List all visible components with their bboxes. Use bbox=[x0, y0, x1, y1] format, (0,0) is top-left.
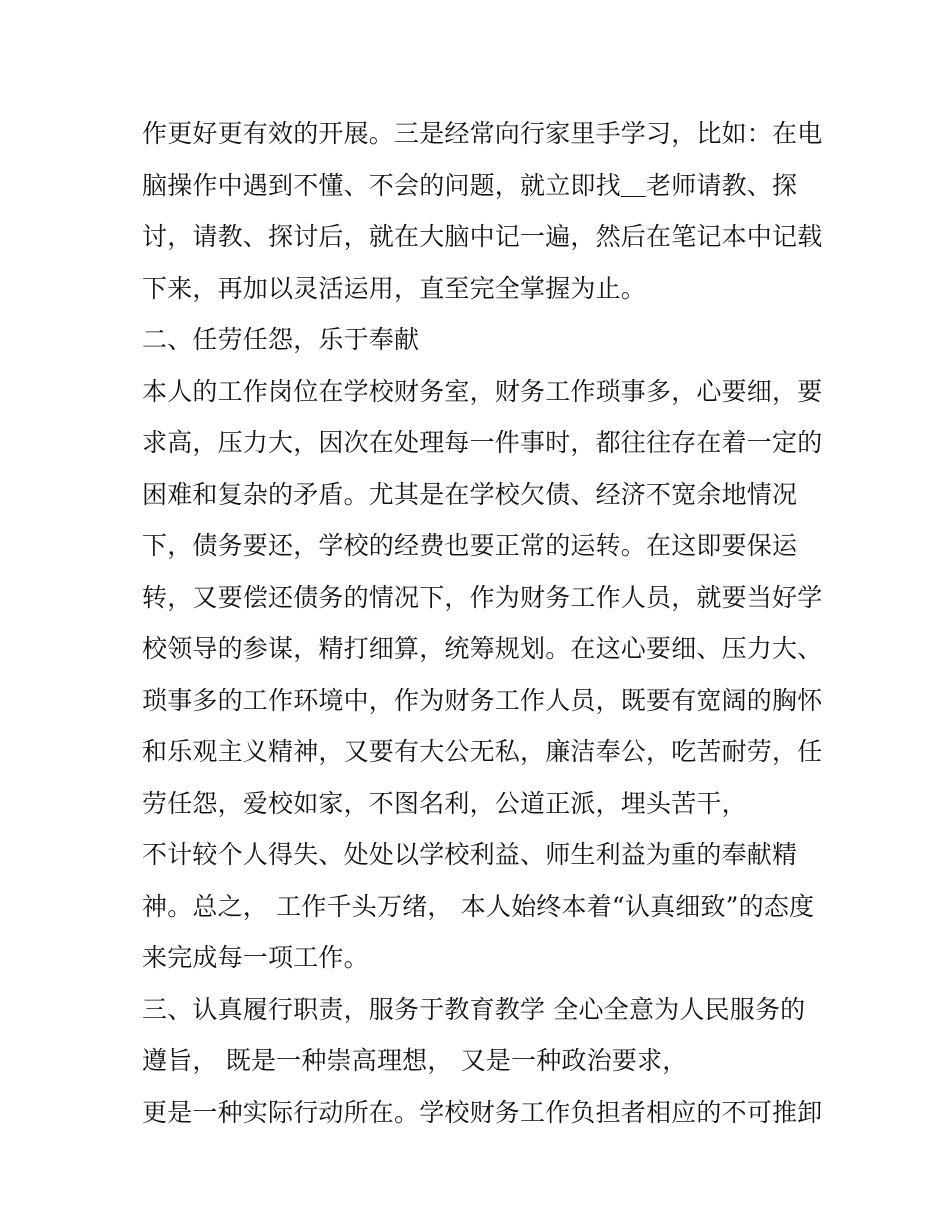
text-line: 和乐观主义精神，又要有大公无私，廉洁奉公，吃苦耐劳，任 bbox=[142, 737, 823, 766]
text-line: 来完成每一项工作。 bbox=[142, 943, 369, 972]
document-body bbox=[142, 108, 822, 1138]
section-heading: 三、认真履行职责，服务于教育教学 全心全意为人民服务的 bbox=[142, 994, 806, 1024]
text-line: 不计较个人得失、处处以学校利益、师生利益为重的奉献精 bbox=[142, 840, 798, 869]
text-line: 遵旨， 既是一种崇高理想， 又是一种政治要求， bbox=[142, 1046, 688, 1075]
text-line: 琐事多的工作环境中，作为财务工作人员，既要有宽阔的胸怀 bbox=[142, 685, 823, 715]
text-line: 更是一种实际行动所在。学校财务工作负担者相应的不可推卸 bbox=[142, 1097, 823, 1127]
text-line: 作更好更有效的开展。三是经常向行家里手学习，比如：在电 bbox=[142, 119, 823, 148]
text-line: 转，又要偿还债务的情况下，作为财务工作人员，就要当好学 bbox=[142, 582, 823, 612]
text-line: 讨，请教、探讨后，就在大脑中记一遍，然后在笔记本中记载 bbox=[142, 222, 823, 251]
text-line: 神。总之， 工作千头万绪， 本人始终本着“认真细致”的态度 bbox=[142, 891, 815, 921]
text-line: 求高，压力大，因次在处理每一件事时，都往往存在着一定的 bbox=[142, 428, 823, 457]
section-heading: 二、任劳任怨，乐于奉献 bbox=[142, 325, 420, 354]
text-line: 劳任怨，爱校如家，不图名利，公道正派，埋头苦干， bbox=[142, 788, 747, 818]
text-line: 脑操作中遇到不懂、不会的问题，就立即找＿老师请教、探 bbox=[142, 170, 798, 200]
text-line: 本人的工作岗位在学校财务室，财务工作琐事多，心要细，要 bbox=[142, 376, 823, 406]
text-line: 下来，再加以灵活运用，直至完全掌握为止。 bbox=[142, 273, 647, 303]
text-line: 下，债务要还，学校的经费也要正常的运转。在这即要保运 bbox=[142, 531, 798, 560]
text-line: 困难和复杂的矛盾。尤其是在学校欠债、经济不宽余地情况 bbox=[142, 479, 798, 509]
text-line: 校领导的参谋，精打细算，统筹规划。在这心要细、压力大、 bbox=[142, 634, 823, 663]
